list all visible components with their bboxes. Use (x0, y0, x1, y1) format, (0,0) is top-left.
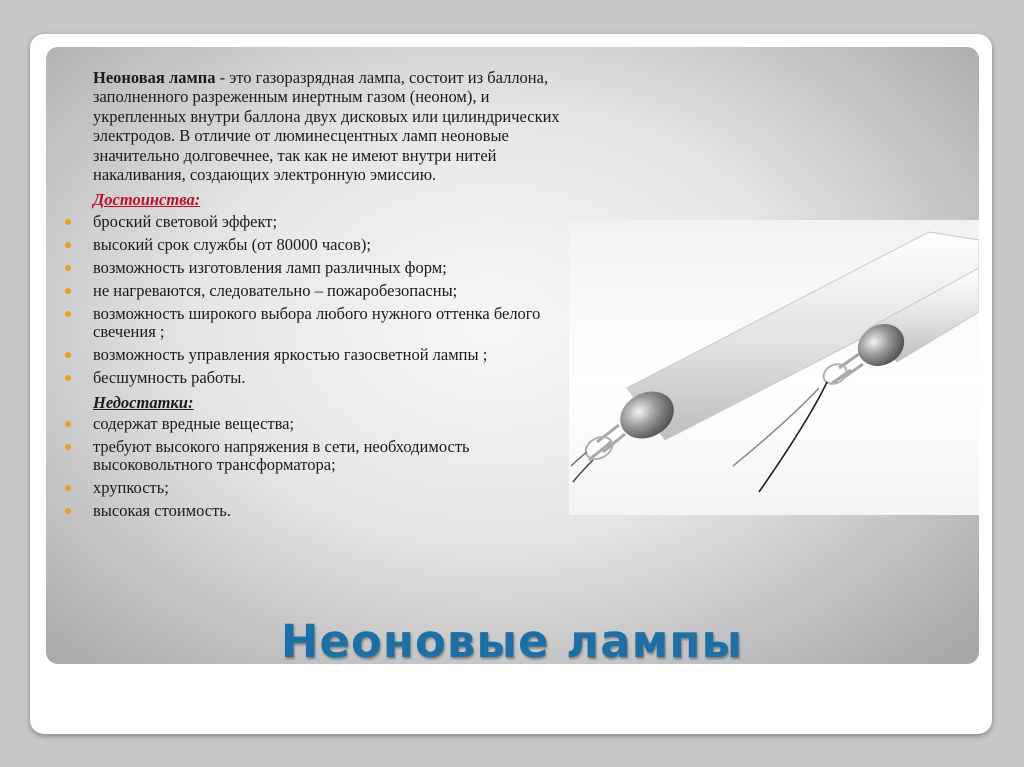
advantages-heading: Достоинства: (93, 190, 201, 210)
neon-lamp-photo (569, 220, 979, 515)
bullet-icon (65, 375, 71, 381)
intro-term: Неоновая лампа (93, 68, 216, 87)
slide-body (93, 68, 563, 525)
bullet-icon (65, 219, 71, 225)
lamp-tube (571, 232, 979, 482)
bullet-icon (65, 242, 71, 248)
bullet-icon (65, 288, 71, 294)
intro-paragraph (93, 68, 563, 184)
bullet-icon (65, 352, 71, 358)
bullet-icon (65, 265, 71, 271)
list-item: содержат вредные вещества; (93, 415, 563, 433)
list-item: возможность управления яркостью газосветной лампы ; (93, 346, 563, 364)
intro-text: - это газоразрядная лампа, состоит из баллона, заполненного разреженным инертным газом (неоном), и укрепленных внутри баллона двух дисковых или цилиндрических электродов. В отличие от люминесцентных ламп неоновые значительно долговечнее, так как не имеют внутри нитей накаливания, создающих электронную эмиссию. (93, 68, 560, 185)
list-item: бесшумность работы. (93, 369, 563, 387)
list-item: возможность широкого выбора любого нужного оттенка белого свечения ; (93, 305, 563, 341)
list-item: возможность изготовления ламп различных форм; (93, 259, 563, 277)
disadvantages-heading: Недостатки: (93, 392, 194, 412)
list-item: хрупкость; (93, 479, 563, 497)
list-item: не нагреваются, следовательно – пожаробезопасны; (93, 282, 563, 300)
slide-title: Неоновые лампы (280, 615, 744, 668)
neon-lamp-illustration (569, 220, 979, 515)
list-item: высокая стоимость. (93, 502, 563, 520)
list-item: требуют высокого напряжения в сети, необходимость высоковольтного трансформатора; (93, 438, 563, 474)
bullet-icon (65, 311, 71, 317)
advantages-list (93, 213, 563, 387)
disadvantages-list (93, 415, 563, 520)
list-item: высокий срок службы (от 80000 часов); (93, 236, 563, 254)
list-item: броский световой эффект; (93, 213, 563, 231)
